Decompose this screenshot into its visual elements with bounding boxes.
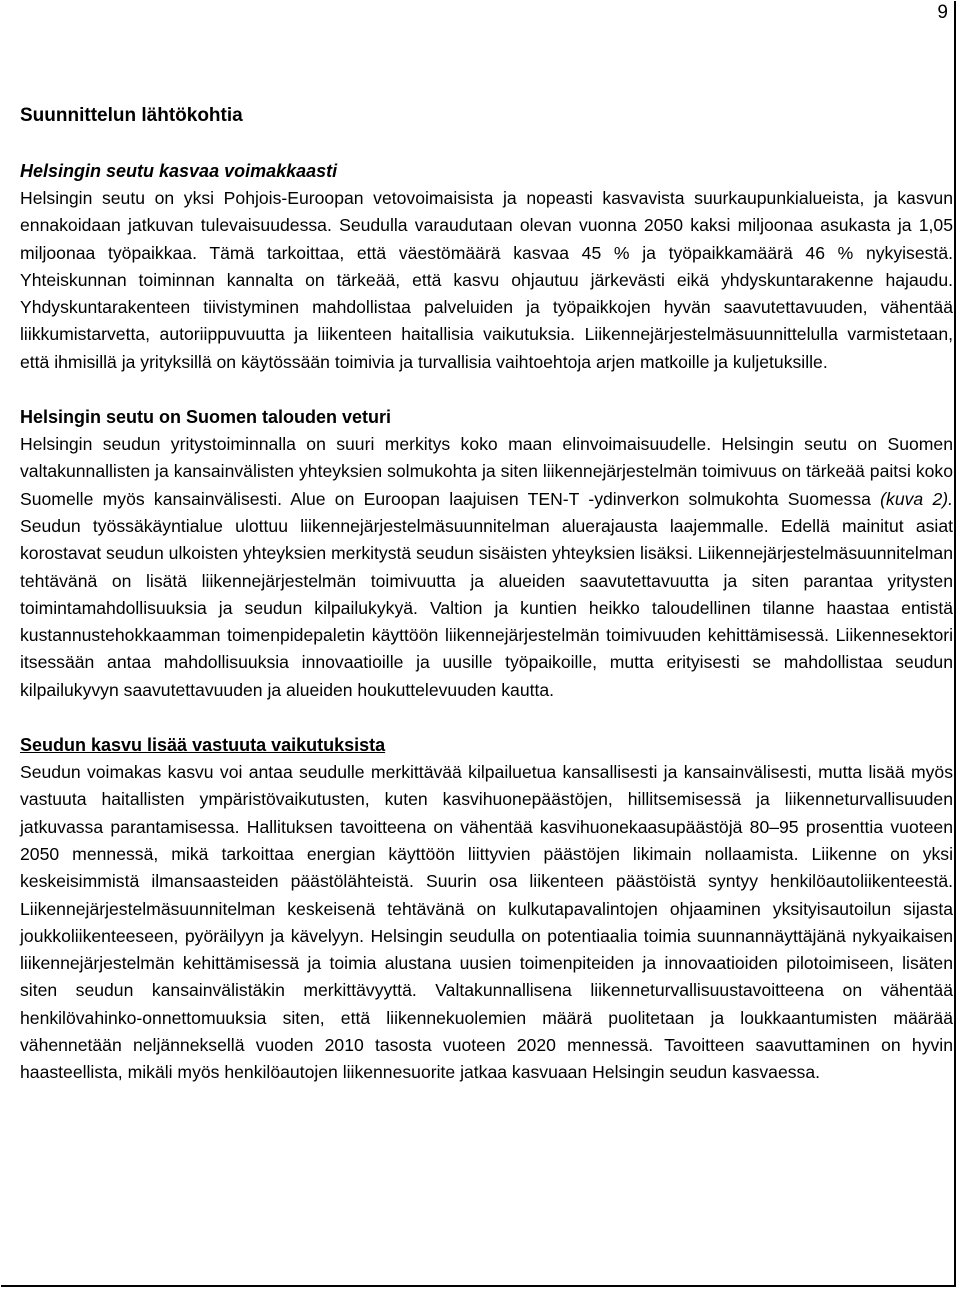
section-growth bbox=[20, 158, 953, 376]
paragraph-text: Seudun työssäkäyntialue ulottuu liikennejärjestelmäsuunnitelman aluerajausta laajemmalle. Edellä mainitut asiat korostavat seudun ulkoisten yhteyksien merkitystä seudun sisäisten yhteyksien lisäksi. Liikennejärjestelmäsuunnitelman tehtävänä on lisätä liikennejärjestelmän toimivuutta ja alueiden saavutettavuutta ja siten parantaa yritysten toimintamahdollisuuksia ja seudun kilpailukykyä. Valtion ja kuntien heikko taloudellinen tilanne haastaa entistä kustannustehokkaamman toimenpidepaletin käyttöön liikennejärjestelmän toimivuuden kehittämisessä. Liikennesektori itsessään antaa mahdollisuuksia innovaatioille ja uusille työpaikoille, mutta erityisesti se mahdollistaa seudun kilpailukyvyn saavutettavuuden ja alueiden houkuttelevuuden kautta. bbox=[20, 515, 953, 700]
paragraph-text: Helsingin seudun yritystoiminnalla on suuri merkitys koko maan elinvoimaisuudelle. Helsingin seutu on Suomen valtakunnallisten ja kansainvälisten yhteyksien solmukohta ja siten liikennejärjestelmän toimivuus on tärkeää paitsi koko Suomelle myös kansainvälisesti. Alue on Euroopan laajuisen TEN-T -ydinverkon solmukohta Suomessa bbox=[20, 434, 953, 509]
section-responsibility bbox=[20, 732, 953, 1087]
section-heading: Helsingin seutu kasvaa voimakkaasti bbox=[20, 161, 338, 181]
section-heading: Seudun kasvu lisää vastuuta vaikutuksista bbox=[20, 735, 386, 756]
figure-reference: (kuva 2). bbox=[880, 488, 953, 509]
section-paragraph bbox=[20, 759, 953, 1087]
section-economy bbox=[20, 404, 953, 704]
section-paragraph bbox=[20, 431, 953, 704]
section-heading: Helsingin seutu on Suomen talouden veturi bbox=[20, 407, 392, 428]
paragraph-text: Helsingin seutu on yksi Pohjois-Euroopan vetovoimaisista ja nopeasti kasvavista suurkaupunkialueista, ja kasvun ennakoidaan jatkuvan tulevaisuudessa. Seudulla varaudutaan olevan vuonna 2050 kaksi miljoonaa asukasta ja 1,05 miljoonaa työpaikkaa. Tämä tarkoittaa, että väestömäärä kasvaa 45 % ja työpaikkamäärä 46 % nykyisestä. Yhteiskunnan toiminnan kannalta on tärkeää, että kasvu ohjautuu järkevästi eikä yhdyskuntarakenne hajaudu. Yhdyskuntarakenteen tiivistyminen mahdollistaa palveluiden ja työpaikkojen hyvän saavutettavuuden, vähentää liikkumistarvetta, autoriippuvuutta ja liikenteen haitallisia vaikutuksia. Liikennejärjestelmäsuunnittelulla varmistetaan, että ihmisillä ja yrityksillä on käytössään toimivia ja turvallisia vaihtoehtoja arjen matkoille ja kuljetuksille. bbox=[20, 188, 953, 372]
paragraph-text: Seudun voimakas kasvu voi antaa seudulle merkittävää kilpailuetua kansallisesti ja kansainvälisesti, mutta lisää myös vastuuta haitallisten ympäristövaikutusten, kuten kasvihuonepäästöjen, hillitsemisessä ja liikenneturvallisuuden jatkuvassa parantamisessa. Hallituksen tavoitteena on vähentää kasvihuonekaasupäästöjä 80–95 prosenttia vuoteen 2050 mennessä, mikä tarkoittaa energian käyttöön liittyvien päästöjen likimain nollaamista. Liikenne on yksi keskeisimmistä ilmansaasteiden päästölähteistä. Suurin osa liikenteen päästöistä syntyy henkilöautoliikenteestä. Liikennejärjestelmäsuunnitelman keskeisenä tehtävänä on kulkutapavalintojen ohjaaminen yksityisautoilun sijasta joukkoliikenteeseen, pyöräilyyn ja kävelyyn. Helsingin seudulla on potentiaalia toimia suunnannäyttäjänä nykyaikaisen liikennejärjestelmän kehittämisessä ja toimia alustana uusien toimenpiteiden ja innovaatioiden pilotoimiseen, lisäten siten seudun kansainvälistäkin merkittävyyttä. Valtakunnallisena liikenneturvallisuustavoitteena on vähentää henkilövahinko-onnettomuuksia siten, että liikennekuolemien määrä puolitetaan ja loukkaantumisten määrää vähennetään neljänneksellä vuoden 2010 tasosta vuoteen 2020 mennessä. Tavoitteen saavuttaminen on hyvin haasteellista, mikäli myös henkilöautojen liikennesuorite jatkaa kasvuaan Helsingin seudun kasvaessa. bbox=[20, 762, 953, 1083]
page-number: 9 bbox=[937, 2, 948, 23]
page-content bbox=[20, 101, 953, 1115]
section-paragraph bbox=[20, 185, 953, 376]
document-title: Suunnittelun lähtökohtia bbox=[20, 105, 243, 126]
